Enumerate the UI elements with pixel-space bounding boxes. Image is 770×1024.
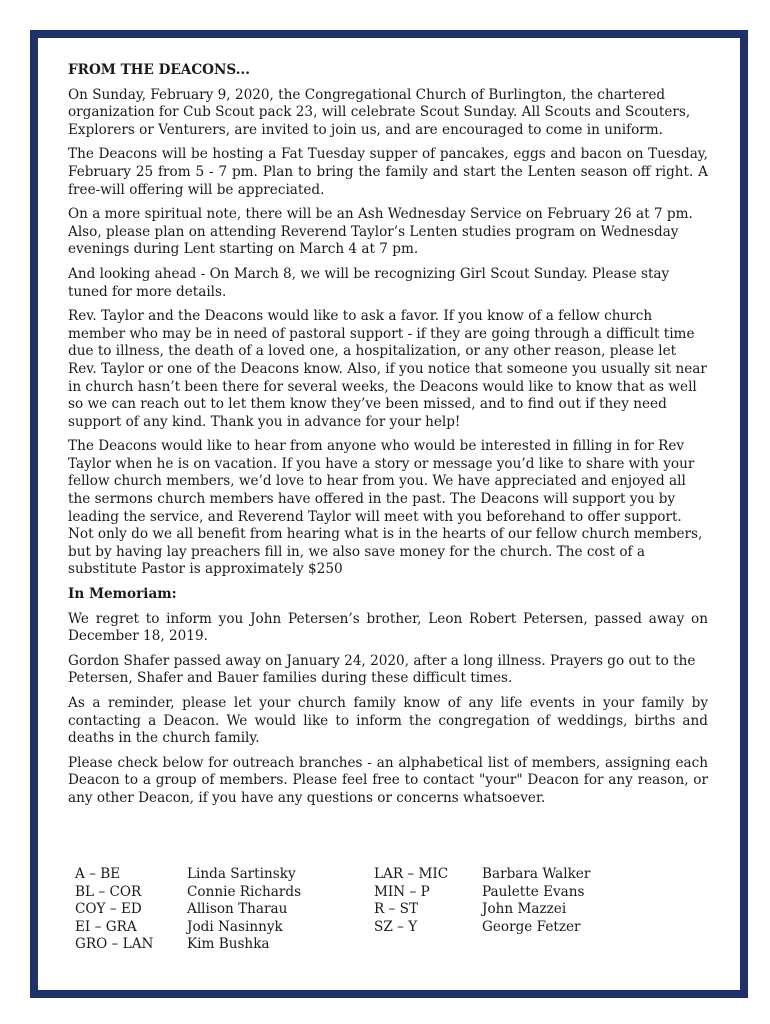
member-range: MIN – P bbox=[374, 883, 430, 900]
memoriam-outreach: Please check below for outreach branches - an alphabetical list of members, assigning each Deacon to a group of members. Please feel free to contact "your" Deacon for any reason, or any other Deacon, if you have any questions or concerns whatsoever. bbox=[68, 754, 708, 806]
memoriam-reminder: As a reminder, please let your church family know of any life events in your family by contacting a Deacon. We would like to inform the congregation of weddings, births and deaths in the church family. bbox=[68, 695, 708, 747]
left-ranges-column bbox=[75, 866, 153, 954]
left-deacons-column bbox=[187, 866, 301, 954]
deacon-name: Linda Sartinsky bbox=[187, 866, 296, 882]
paragraph-fat-tuesday: The Deacons will be hosting a Fat Tuesday supper of pancakes, eggs and bacon on Tuesday, February 25 from 5 - 7 pm. Plan to bring the family and start the Lenten season off right. A free-will offering will be appreciated. bbox=[68, 146, 708, 198]
member-range: LAR – MIC bbox=[374, 866, 449, 882]
paragraph-ash-wednesday: On a more spiritual note, there will be an Ash Wednesday Service on February 26 at 7 pm. Also, please plan on attending Reverend Taylor’s Lenten studies program on Wednesday evenings during Lent starting on March 4 at 7 pm. bbox=[68, 206, 693, 258]
member-range: A – BE bbox=[75, 866, 121, 882]
member-range: SZ – Y bbox=[374, 918, 418, 935]
deacon-name: Allison Tharau bbox=[187, 901, 288, 918]
right-ranges-column bbox=[374, 866, 448, 936]
deacon-name: George Fetzer bbox=[482, 918, 581, 935]
member-range: EI – GRA bbox=[75, 918, 137, 935]
paragraph-lay-preachers: The Deacons would like to hear from anyone who would be interested in filling in for Rev Taylor when he is on vacation. If you have a story or message you’d like to share with your fellow church members, we’d love to hear from you. We have appreciated and enjoyed all the sermons church members have offered in the past. The Deacons will support you by leading the service, and Reverend Taylor will meet with you beforehand to offer support. Not only do we all benefit from hearing what is in the hearts of our fellow church members, but by having lay preachers fill in, we also save money for the church. The cost of a substitute Pastor is approximately $250 bbox=[68, 438, 703, 578]
right-deacons-column bbox=[482, 866, 590, 936]
memoriam-shafer: Gordon Shafer passed away on January 24, 2020, after a long illness. Prayers go out to the Petersen, Shafer and Bauer families during these difficult times. bbox=[68, 652, 696, 687]
memoriam-petersen: We regret to inform you John Petersen’s brother, Leon Robert Petersen, passed away on December 18, 2019. bbox=[68, 610, 708, 645]
member-range: GRO – LAN bbox=[75, 936, 154, 953]
deacon-name: Barbara Walker bbox=[482, 866, 591, 882]
paragraph-girl-scout-sunday: And looking ahead - On March 8, we will be recognizing Girl Scout Sunday. Please stay tuned for more details. bbox=[68, 265, 670, 300]
deacon-name: Connie Richards bbox=[187, 883, 302, 900]
deacon-name: John Mazzei bbox=[482, 901, 567, 918]
member-range: COY – ED bbox=[75, 901, 142, 918]
section-heading: FROM THE DEACONS... bbox=[68, 62, 250, 78]
deacon-name: Jodi Nasinnyk bbox=[187, 918, 283, 935]
member-range: BL – COR bbox=[75, 883, 142, 900]
newsletter-body bbox=[68, 62, 708, 815]
member-range: R – ST bbox=[374, 901, 419, 918]
deacon-name: Paulette Evans bbox=[482, 883, 585, 900]
paragraph-scout-sunday: On Sunday, February 9, 2020, the Congregational Church of Burlington, the chartered organization for Cub Scout pack 23, will celebrate Scout Sunday. All Scouts and Scouters, Explorers or Venturers, are invited to join us, and are encouraged to come in uniform. bbox=[68, 86, 691, 138]
memoriam-heading: In Memoriam: bbox=[68, 586, 177, 603]
paragraph-pastoral-support: Rev. Taylor and the Deacons would like to ask a favor. If you know of a fellow church member who may be in need of pastoral support - if they are going through a difficult time due to illness, the death of a loved one, a hospitalization, or any other reason, please let Rev. Taylor or one of the Deacons know. Also, if you notice that someone you usually sit near in church hasn’t been there for several weeks, the Deacons would like to know that as well so we can reach out to let them know they’ve been missed, and to find out if they need support of any kind. Thank you in advance for your help! bbox=[68, 308, 707, 430]
deacon-name: Kim Bushka bbox=[187, 936, 270, 953]
